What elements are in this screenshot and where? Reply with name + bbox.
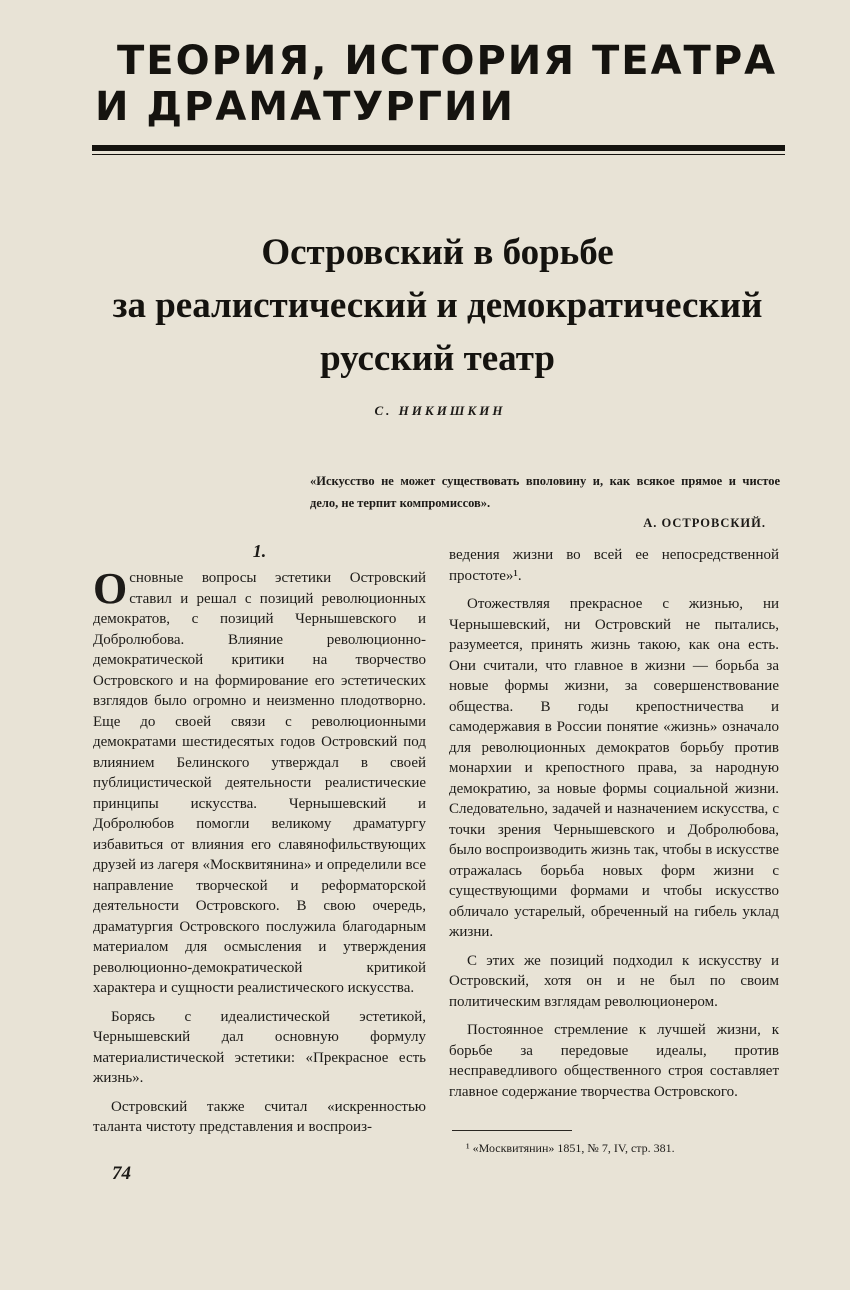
article-title-line-3: русский театр xyxy=(320,338,555,379)
article-title-line-2: за реалистический и демократический xyxy=(112,285,763,326)
paragraph: Островский также считал «искренностью таланта чистоту представления и воспроиз- xyxy=(93,1098,426,1135)
section-number: 1. xyxy=(252,541,267,561)
article-title-line-1: Островский в борьбе xyxy=(261,232,614,273)
paragraph-continued: ведения жизни во всей ее непосредственной простоте»¹. xyxy=(449,547,779,584)
article-title xyxy=(95,226,780,385)
text-column-left xyxy=(93,564,426,1146)
epigraph xyxy=(310,470,780,534)
footnote: ¹ «Москвитянин» 1851, № 7, IV, стр. 381. xyxy=(466,1141,675,1155)
heading-rule-thin xyxy=(92,154,785,155)
section-heading xyxy=(95,38,785,130)
paragraph-text: сновные вопросы эстетики Островский ставил и решал с позиций революционных демократов, с позиций Чернышевского и Добролюбова. Влияние революционно-демократической критики на творчество Островского и на формирование его эстетических взглядов было огромно и неизменно плодотворно. Еще до своей связи с революционными демократами шестидесятых годов Островский под влиянием Белинского утверждал в своей публицистической деятельности реалистические принципы искусства. Чернышевский и Добролюбов помогли великому драматургу избавиться от влияния его славянофильствующих друзей из лагеря «Москвитянина» и определили все направление творческой и реформаторской деятельности Островского. В свою очередь, драматургия Островского послужила благодарным материалом для осмысления и утверждения революционно-демократической критикой характера и сущности реалистического искусства. xyxy=(93,570,426,996)
paragraph: Отожествляя прекрасное с жизнью, ни Чернышевский, ни Островский не пытались, разумеется, принять жизнь такою, как она есть. Они считали, что главное в жизни — борьба за новые формы жизни, за совершенствование общества. В годы крепостничества и самодержавия в России понятие «жизнь» означало для революционных демократов борьбу против монархии и крепостного права, за народную демократию, за новые формы социальной жизни. Следовательно, задачей и назначением искусства, с точки зрения Чернышевского и Добролюбова, было воспроизводить жизнь так, чтобы в искусстве отражалась борьба новых форм жизни с существующими формами и чтобы искусство обличало устарелый, обреченный на гибель уклад жизни. xyxy=(449,596,779,940)
paragraph: Борясь с идеалистической эстетикой, Чернышевский дал основную формулу материалистической эстетики: «Прекрасное есть жизнь». xyxy=(93,1008,426,1086)
epigraph-line-1: «Искусство не может существовать вполовину и, как всякое прямое и чистое xyxy=(310,474,780,488)
epigraph-signature: А. ОСТРОВСКИЙ. xyxy=(643,516,766,530)
author-name: С. НИКИШКИН xyxy=(374,403,506,418)
paragraph: С этих же позиций подходил к искусству и Островский, хотя он и не был по своим политическим взглядам революционером. xyxy=(449,952,779,1010)
text-column-right xyxy=(449,545,779,1110)
paragraph: Постоянное стремление к лучшей жизни, к борьбе за передовые идеалы, против несправедливого общественного строя составляет главное содержание творчества Островского. xyxy=(449,1022,779,1100)
page-number: 74 xyxy=(112,1163,131,1184)
paragraph xyxy=(93,564,426,999)
heading-rule-thick xyxy=(92,145,785,151)
section-heading-line-2: И ДРАМАТУРГИИ xyxy=(95,84,515,130)
section-heading-line-1: ТЕОРИЯ, ИСТОРИЯ ТЕАТРА xyxy=(117,38,778,84)
footnote-rule xyxy=(452,1130,572,1131)
epigraph-line-2: дело, не терпит компромиссов». xyxy=(310,496,491,510)
drop-cap: О xyxy=(93,564,128,613)
